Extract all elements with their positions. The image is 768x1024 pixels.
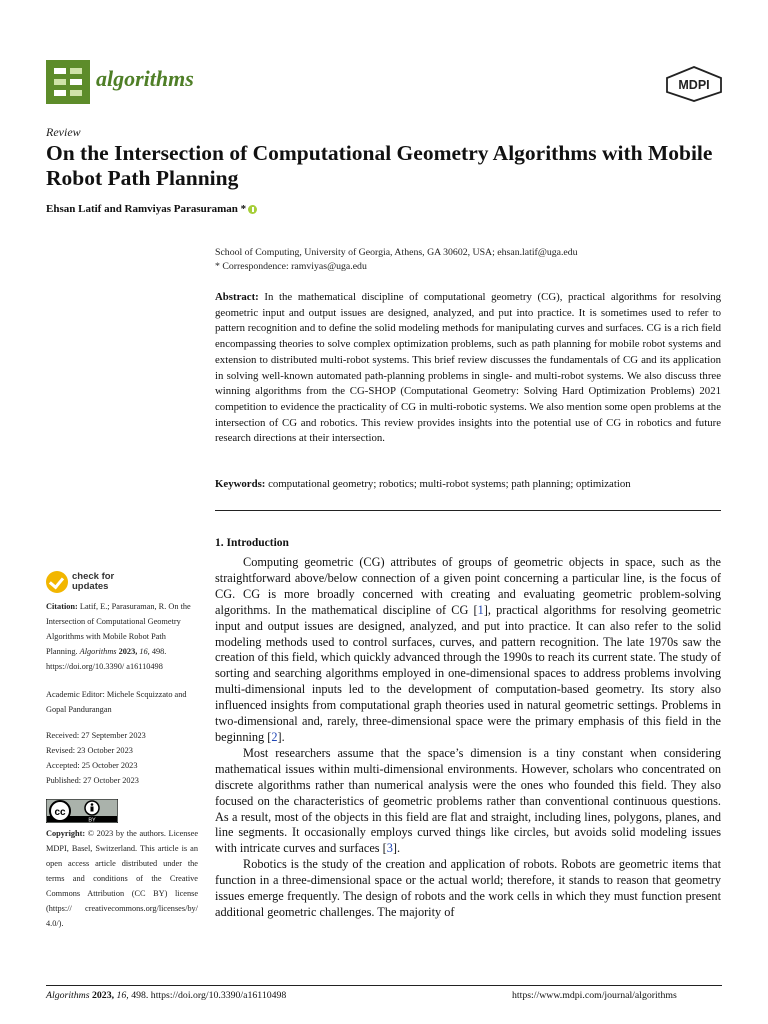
paragraph: Most researchers assume that the space’s dimension is a tiny constant when considering mathematical issues within multi-dimensional environments. However, scholars who concentrated on discrete algorithms rather than numerical analysis were the ones who founded this field. They also focused on the characteristics of geometric problems rather than conventional continuous questions. As a result, most of the objects in this field are flat and straight, including lines, polygons, planes, and line segments. It occasionally employs curved things like circles, but avoids solid modeling issues with intricate curves and surfaces [3]. bbox=[215, 745, 721, 856]
check-icon bbox=[46, 571, 68, 593]
correspondence: * Correspondence: ramviyas@uga.edu bbox=[215, 261, 367, 272]
journal-logo-icon bbox=[46, 60, 90, 104]
mdpi-logo-text: MDPI bbox=[678, 78, 710, 92]
dates-block: Received: 27 September 2023 Revised: 23 October 2023 Accepted: 25 October 2023 Published: 27 October 2023 bbox=[46, 731, 146, 785]
author-list bbox=[46, 203, 257, 215]
keywords-text: computational geometry; robotics; multi-robot systems; path planning; optimization bbox=[268, 478, 631, 490]
section-heading: 1. Introduction bbox=[215, 537, 289, 549]
mdpi-logo bbox=[664, 66, 724, 102]
footer-citation: Algorithms 2023, 16, 498. https://doi.org/10.3390/a16110498 bbox=[46, 990, 287, 1001]
reference-link[interactable]: 1 bbox=[477, 602, 484, 617]
paragraph: Robotics is the study of the creation and application of robots. Robots are geometric items that function in a three-dimensional space or the actual world; therefore, it stands to reason that geometry issues emerge frequently. The design of robots and the work cells in which they must function present additional geometric challenges. The majority of bbox=[215, 857, 721, 919]
footer-journal-url[interactable]: https://www.mdpi.com/journal/algorithms bbox=[512, 990, 677, 1001]
abstract bbox=[215, 290, 721, 447]
paragraph: Computing geometric (CG) attributes of groups of geometric objects in space, such as the straightforward above/below connection of a given point concerning a particular line, is the focus of CG. CG is more broadly concerned with creating and evaluating geometric problem-solving algorithms. In the mathematical discipline of CG [1], practical algorithms for resolving geometric input and output issues are designed, analyzed, and put into practice. It can also refer to the solid modeling methods used to control surfaces, curves, and pattern recognition. The late 1970s saw the creation of this field, which quickly advanced through the 1990s to reach its current state. The study of sorting and searching algorithms employed in one-dimensional spaces to address problems involving multi-dimensional inputs led to the development of computation-based geometry. Its story also influenced insights from computational graph theories used in natural geometric settings. Problems in two-dimensional and, rarely, three-dimensional space were the primary emphasis of this field in the beginning [2]. bbox=[215, 555, 721, 744]
copyright-block: Copyright: © 2023 by the authors. Licensee MDPI, Basel, Switzerland. This article is an open access article distributed under the terms and conditions of the Creative Commons Attribution (CC BY) license (https:// creativecommons.org/licenses/by/ 4.0/). bbox=[46, 829, 199, 928]
svg-text:cc: cc bbox=[54, 807, 66, 818]
article-type: Review bbox=[46, 125, 81, 139]
affiliation-block bbox=[215, 246, 578, 274]
intro-body bbox=[215, 555, 721, 921]
orcid-icon[interactable] bbox=[248, 205, 257, 214]
citation-block: Citation: Latif, E.; Parasuraman, R. On the Intersection of Computational Geometry Algorithms with Mobile Robot Path Planning. Algorithms 2023, 16, 498. https://doi.org/10.3390/ a16110498 bbox=[46, 602, 191, 671]
author-names: Ehsan Latif and Ramviyas Parasuraman * bbox=[46, 203, 247, 215]
reference-link[interactable]: 3 bbox=[386, 841, 393, 856]
article-title: On the Intersection of Computational Geometry Algorithms with Mobile Robot Path Planning bbox=[46, 141, 713, 190]
affiliation: School of Computing, University of Georgia, Athens, GA 30602, USA; ehsan.latif@uga.edu bbox=[215, 247, 578, 258]
section-divider bbox=[215, 510, 721, 511]
academic-editor: Academic Editor: Michele Scquizzato and Gopal Pandurangan bbox=[46, 690, 187, 714]
cc-by-license-icon[interactable] bbox=[46, 799, 118, 823]
keywords-label: Keywords: bbox=[215, 478, 266, 490]
footer-divider bbox=[46, 985, 722, 986]
keywords bbox=[215, 477, 721, 492]
journal-name: algorithms bbox=[96, 66, 194, 91]
abstract-text: In the mathematical discipline of computational geometry (CG), practical algorithms for resolving geometric input and output issues are designed, analyzed, and put into practice. It is sometimes used to refer to pattern recognition and to define the solid modeling methods for manipulating curves and surfaces. CG is a rich field encompassing theories to solve complex optimization problems, such as path planning for mobile robot systems and extension to distributed multi-robot systems. This brief review discusses the fundamentals of CG and its application in solving well-known automated path-planning problems in single- and multi-robot systems. We also discuss three winning algorithms from the CG-SHOP (Computational Geometry: Solving Hard Optimization Problems) 2021 competition to evidence the practicality of CG in multi-robotic systems. We also mention some open problems at the intersection of CG and robotics. This review provides insights into the potential use of CG in robotics and future research directions at their intersection. bbox=[215, 291, 721, 445]
cc-by-label: BY bbox=[88, 817, 96, 823]
abstract-label: Abstract: bbox=[215, 291, 259, 303]
check-for-updates-badge[interactable]: check for updates bbox=[46, 571, 156, 595]
reference-link[interactable]: 2 bbox=[271, 729, 278, 744]
